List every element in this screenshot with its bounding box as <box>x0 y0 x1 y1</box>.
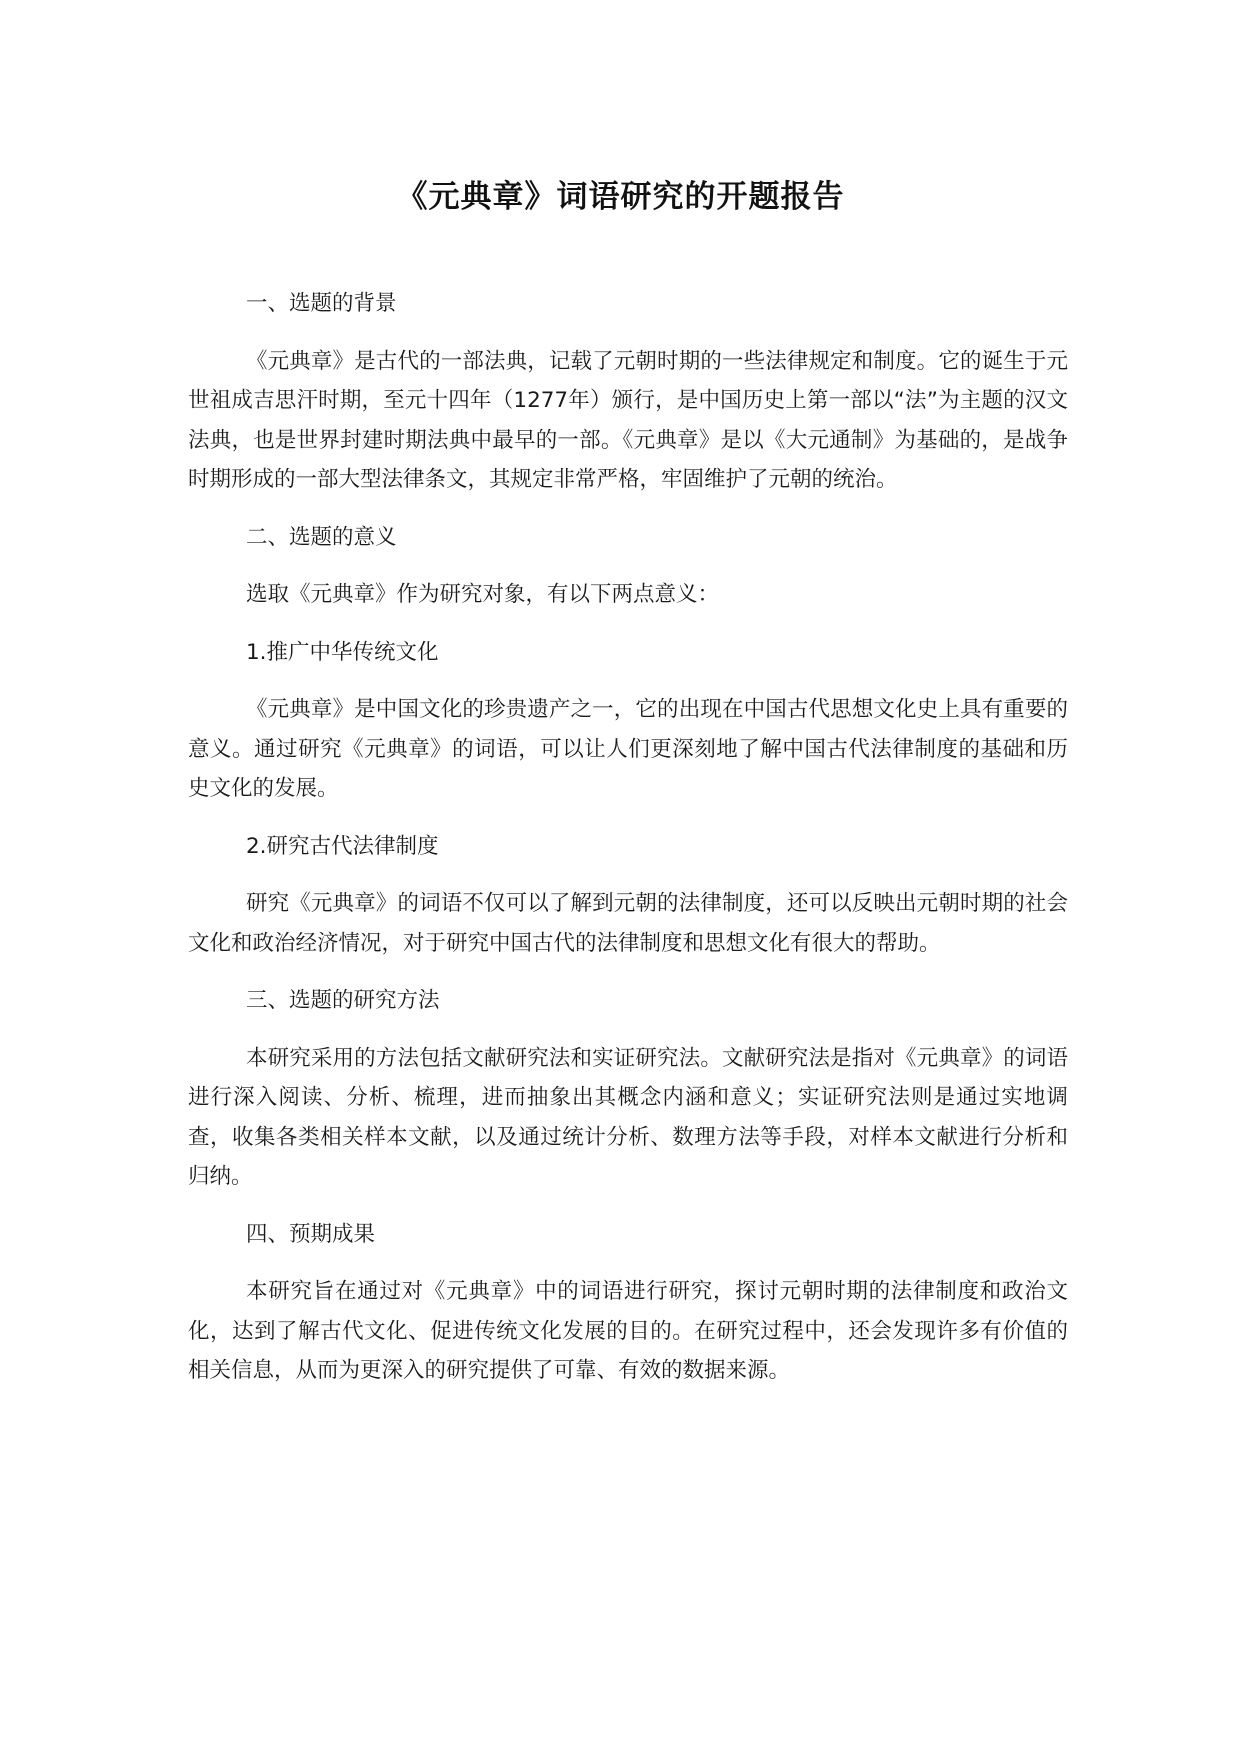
subheading-legal-system: 2.研究古代法律制度 <box>246 833 439 859</box>
paragraph-expected-results: 本研究旨在通过对《元典章》中的词语进行研究，探讨元朝时期的法律制度和政治文化，达到了解古代文化、促进传统文化发展的目的。在研究过程中，还会发现许多有价值的相关信息，从而为更深入的研究提供了可靠、有效的数据来源。 <box>188 1279 1068 1383</box>
paragraph-significance-intro: 选取《元典章》作为研究对象，有以下两点意义： <box>246 582 720 607</box>
section-heading-background: 一、选题的背景 <box>246 291 397 316</box>
paragraph-legal-system: 研究《元典章》的词语不仅可以了解到元朝的法律制度，还可以反映出元朝时期的社会文化和政治经济情况，对于研究中国古代的法律制度和思想文化有很大的帮助。 <box>188 891 1068 956</box>
paragraph-background: 《元典章》是古代的一部法典，记载了元朝时期的一些法律规定和制度。它的诞生于元世祖成吉思汗时期，至元十四年（1277年）颁行，是中国历史上第一部以“法”为主题的汉文法典，也是世界封建时期法典中最早的一部。《元典章》是以《大元通制》为基础的，是战争时期形成的一部大型法律条文，其规定非常严格，牢固维护了元朝的统治。 <box>188 348 1068 492</box>
document-title: 《元典章》词语研究的开题报告 <box>396 179 845 215</box>
section-heading-methods: 三、选题的研究方法 <box>246 988 440 1013</box>
section-heading-expected-results: 四、预期成果 <box>246 1221 376 1247</box>
section-heading-significance: 二、选题的意义 <box>246 524 397 550</box>
paragraph-promote-culture: 《元典章》是中国文化的珍贵遗产之一，它的出现在中国古代思想文化史上具有重要的意义。通过研究《元典章》的词语，可以让人们更深刻地了解中国古代法律制度的基础和历史文化的发展。 <box>188 697 1068 801</box>
subheading-promote-culture: 1.推广中华传统文化 <box>246 639 439 665</box>
paragraph-methods: 本研究采用的方法包括文献研究法和实证研究法。文献研究法是指对《元典章》的词语进行深入阅读、分析、梳理，进而抽象出其概念内涵和意义；实证研究法则是通过实地调查，收集各类相关样本文献，以及通过统计分析、数理方法等手段，对样本文献进行分析和归纳。 <box>188 1045 1068 1189</box>
document-body <box>188 284 1068 1409</box>
